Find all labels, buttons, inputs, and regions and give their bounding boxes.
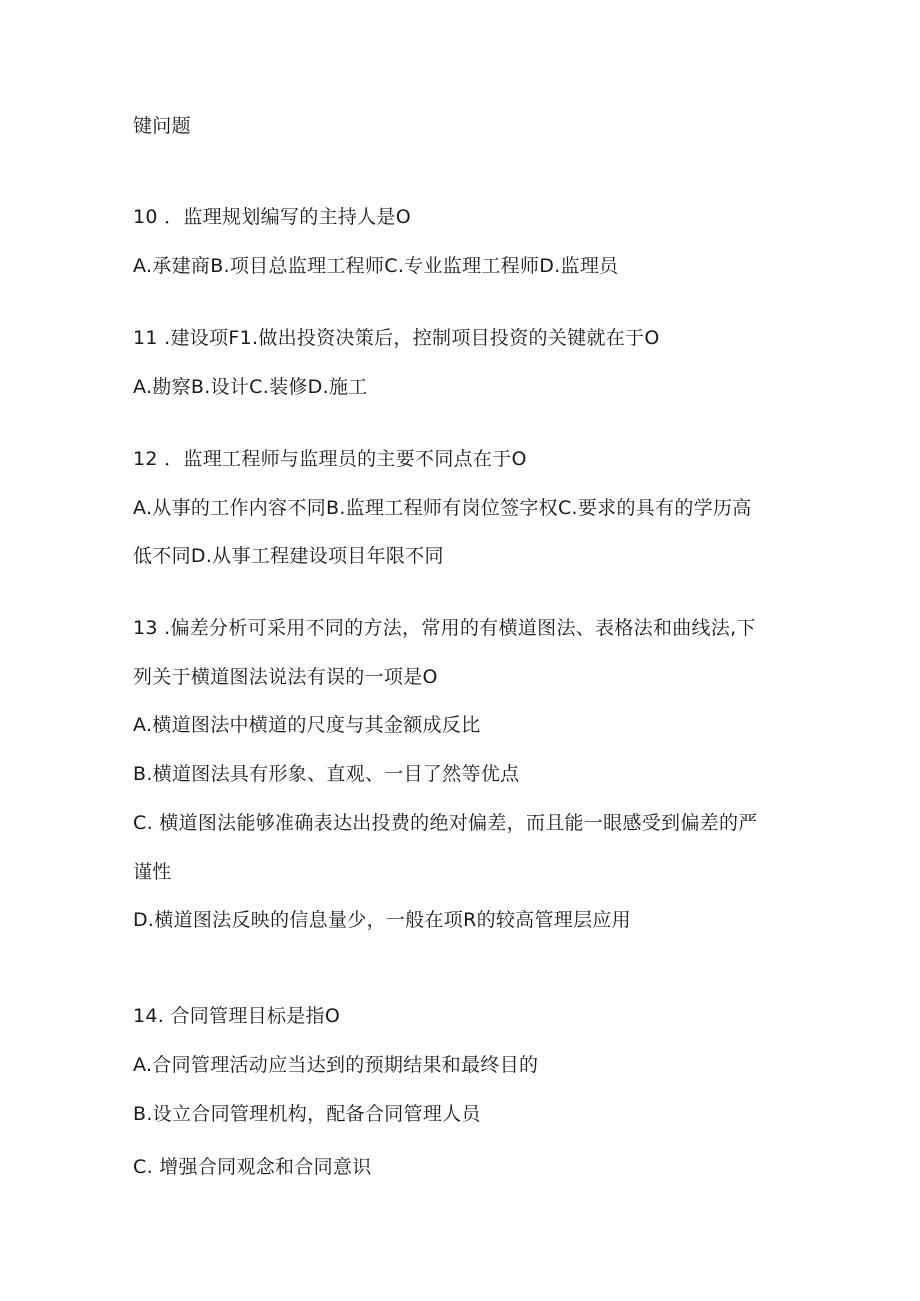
- question-13-option-a: A.横道图法中横道的尺度与其金额成反比: [133, 714, 481, 736]
- question-13-option-c-line-2: 谨性: [133, 861, 172, 883]
- question-12-options-line-2: 低不同D.从事工程建设项目年限不同: [133, 545, 444, 567]
- question-11-options: A.勘察B.设计C.装修D.施工: [133, 376, 368, 398]
- question-11-stem: 11 .建设项F1.做出投资决策后，控制项目投资的关键就在于O: [133, 327, 660, 349]
- question-12-stem: 12 ．监理工程师与监理员的主要不同点在于O: [133, 448, 527, 470]
- question-13-option-c-line-1: C. 横道图法能够准确表达出投费的绝对偏差，而且能一眼感受到偏差的严: [133, 812, 758, 834]
- question-13-stem-line-2: 列关于横道图法说法有误的一项是O: [133, 666, 438, 688]
- question-10-stem: 10 ．监理规划编写的主持人是O: [133, 206, 411, 228]
- question-14-stem: 14. 合同管理目标是指O: [133, 1005, 341, 1027]
- question-14-option-c: C. 增强合同观念和合同意识: [133, 1156, 372, 1178]
- question-14-option-b: B.设立合同管理机构，配备合同管理人员: [133, 1103, 481, 1125]
- question-13-option-b: B.横道图法具有形象、直观、一目了然等优点: [133, 763, 520, 785]
- question-12-options-line-1: A.从事的工作内容不同B.监理工程师有岗位签字权C.要求的具有的学历高: [133, 497, 752, 519]
- question-14-option-a: A.合同管理活动应当达到的预期结果和最终目的: [133, 1054, 539, 1076]
- question-13-option-d: D.横道图法反映的信息量少，一般在项R的较高管理层应用: [133, 909, 631, 931]
- question-13-stem-line-1: 13 .偏差分析可采用不同的方法，常用的有横道图法、表格法和曲线法,下: [133, 617, 756, 639]
- question-10-options: A.承建商B.项目总监理工程师C.专业监理工程师D.监理员: [133, 255, 619, 277]
- continuation-text: 键问题: [133, 115, 191, 137]
